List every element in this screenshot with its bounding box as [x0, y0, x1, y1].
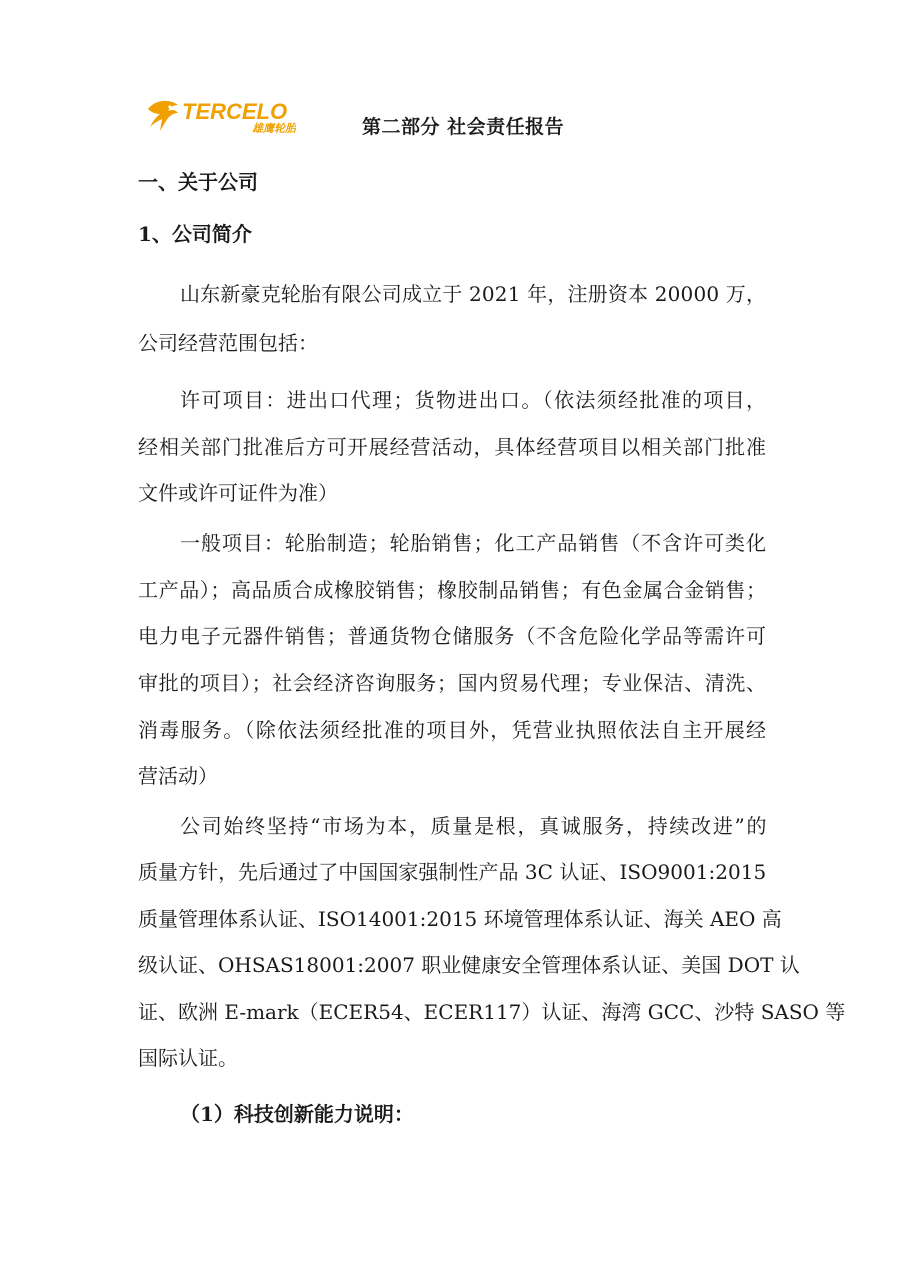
text-line: 许可项目：进出口代理；货物进出口。（依法须经批准的项目，	[180, 388, 768, 412]
text-line: 一般项目：轮胎制造；轮胎销售；化工产品销售（不含许可类化	[180, 531, 767, 555]
document-title: 第二部分 社会责任报告	[362, 116, 565, 138]
text-line: 电力电子元器件销售；普通货物仓储服务（不含危险化学品等需许可	[138, 624, 767, 648]
svg-text:雄鹰轮胎: 雄鹰轮胎	[252, 122, 296, 135]
section-heading-about: 一、关于公司	[138, 170, 258, 194]
text-line: 公司始终坚持“市场为本，质量是根，真诚服务，持续改进”的	[180, 814, 769, 838]
text-line: 工产品）；高品质合成橡胶销售；橡胶制品销售；有色金属合金销售；	[138, 578, 767, 602]
text-line: 消毒服务。（除依法须经批准的项目外，凭营业执照依法自主开展经	[138, 718, 768, 742]
text-line: 文件或许可证件为准）	[138, 481, 338, 505]
text-line: 公司经营范围包括：	[138, 331, 318, 355]
company-logo	[146, 97, 296, 137]
text-line: 审批的项目）；社会经济咨询服务；国内贸易代理；专业保洁、清洗、	[138, 671, 767, 695]
text-line: 经相关部门批准后方可开展经营活动，具体经营项目以相关部门批准	[138, 435, 767, 459]
text-line: 山东新豪克轮胎有限公司成立于 2021 年，注册资本 20000 万，	[180, 282, 767, 306]
text-line: 证、欧洲 E-mark（ECER54、ECER117）认证、海湾 GCC、沙特 SASO 等	[138, 1000, 846, 1024]
text-line: 国际认证。	[138, 1046, 238, 1070]
subsection-heading-innovation: （1）科技创新能力说明：	[180, 1102, 414, 1126]
svg-text:TERCELO: TERCELO	[182, 99, 288, 124]
text-line: 级认证、OHSAS18001:2007 职业健康安全管理体系认证、美国 DOT 认	[138, 953, 800, 977]
text-line: 营活动）	[138, 764, 218, 788]
text-line: 质量管理体系认证、ISO14001:2015 环境管理体系认证、海关 AEO 高	[138, 907, 782, 931]
section-heading-intro: 1、公司简介	[138, 222, 252, 246]
eagle-logo-icon	[146, 97, 296, 137]
text-line: 质量方针，先后通过了中国国家强制性产品 3C 认证、ISO9001:2015	[138, 860, 767, 884]
